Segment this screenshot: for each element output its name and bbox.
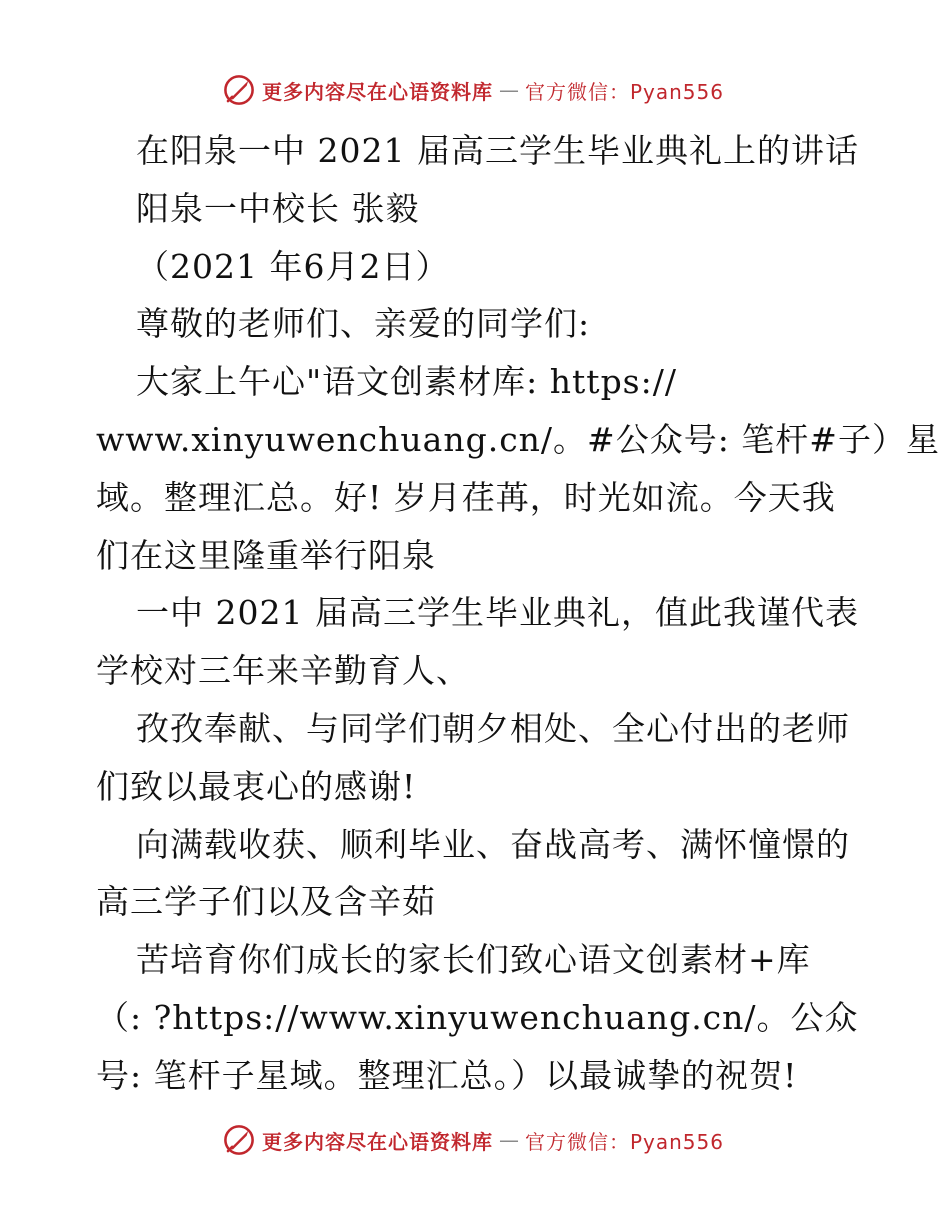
document-line: 高三学子们以及含辛茹	[96, 882, 436, 922]
document-line: （2021 年6月2日）	[136, 246, 450, 286]
document-line: 苦培育你们成长的家长们致心语文创素材+库	[136, 940, 811, 980]
banner-wechat: 官方微信：Pyan556	[524, 79, 724, 104]
document-line: 大家上午心"语文创素材库: https://	[136, 362, 677, 402]
document-line: 学校对三年来辛勤育人、	[96, 651, 470, 691]
document-line: 向满载收获、顺利毕业、奋战高考、满怀憧憬的	[136, 824, 850, 864]
quill-pen-icon	[222, 73, 256, 107]
footer-banner	[0, 1120, 950, 1160]
document-line: 们在这里隆重举行阳泉	[96, 535, 436, 575]
document-line: （: ?https://www.xinyuwenchuang.cn/。公众	[96, 997, 859, 1037]
document-line: www.xinyuwenchuang.cn/。#公众号: 笔杆#子）星	[96, 419, 940, 459]
document-line: 号: 笔杆子星域。整理汇总。）以最诚挚的祝贺!	[96, 1055, 798, 1095]
banner-content	[222, 73, 724, 107]
banner-separator: —	[498, 1128, 519, 1152]
document-line: 在阳泉一中 2021 届高三学生毕业典礼上的讲话	[136, 131, 859, 170]
document-body	[96, 122, 940, 1105]
document-line: 一中 2021 届高三学生毕业典礼，值此我谨代表	[136, 593, 859, 633]
banner-separator: —	[498, 78, 519, 102]
header-banner	[0, 70, 950, 110]
document-line: 阳泉一中校长 张毅	[136, 188, 420, 228]
document-line: 们致以最衷心的感谢!	[96, 766, 417, 806]
banner-slogan: 更多内容尽在心语资料库	[261, 79, 493, 104]
banner-wechat: 官方微信：Pyan556	[524, 1129, 724, 1154]
quill-pen-icon	[222, 1123, 256, 1157]
banner-slogan: 更多内容尽在心语资料库	[261, 1129, 493, 1154]
document-line: 尊敬的老师们、亲爱的同学们:	[136, 304, 591, 344]
document-line: 孜孜奉献、与同学们朝夕相处、全心付出的老师	[136, 708, 850, 748]
document-line: 域。整理汇总。好! 岁月荏苒，时光如流。今天我	[96, 477, 836, 517]
banner-content	[222, 1123, 724, 1157]
